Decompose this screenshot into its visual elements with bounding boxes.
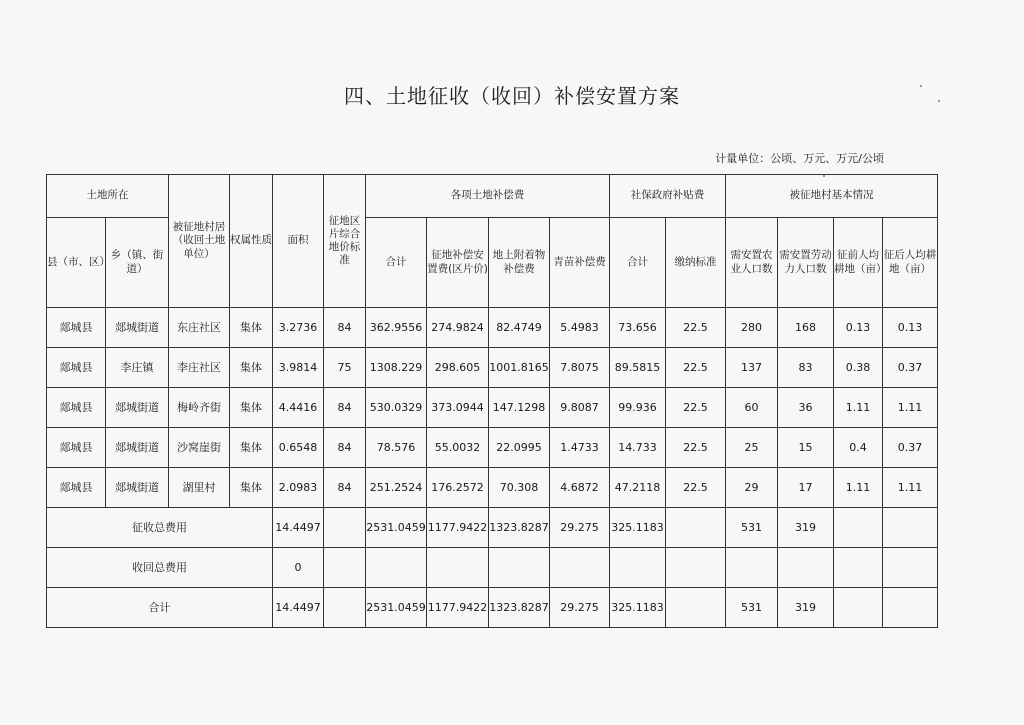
totals-row — [47, 588, 938, 628]
scan-speck — [920, 85, 922, 87]
cell-std: 22.5 — [666, 428, 726, 468]
total-attachment: 1323.8287 — [489, 508, 550, 548]
cell-crop: 5.4983 — [550, 308, 610, 348]
cell-labor: 83 — [778, 348, 834, 388]
cell-township: 郯城街道 — [106, 428, 169, 468]
cell-before: 0.38 — [834, 348, 883, 388]
cell-std: 22.5 — [666, 468, 726, 508]
total-crop — [550, 548, 610, 588]
totals-row — [47, 548, 938, 588]
total-labor — [778, 548, 834, 588]
cell-price: 84 — [324, 468, 366, 508]
cell-crop: 7.8075 — [550, 348, 610, 388]
total-after — [883, 588, 938, 628]
total-attachment: 1323.8287 — [489, 588, 550, 628]
total-agri: 531 — [726, 588, 778, 628]
cell-county: 郯城县 — [47, 308, 106, 348]
cell-labor: 17 — [778, 468, 834, 508]
cell-after: 0.13 — [883, 308, 938, 348]
cell-crop: 9.8087 — [550, 388, 610, 428]
cell-subtotal: 530.0329 — [366, 388, 427, 428]
cell-residence: 李庄社区 — [169, 348, 230, 388]
cell-ownership: 集体 — [230, 468, 273, 508]
header-township: 乡（镇、街道） — [106, 218, 169, 308]
cell-ownership: 集体 — [230, 428, 273, 468]
cell-land-comp: 274.9824 — [427, 308, 489, 348]
cell-land-comp: 373.0944 — [427, 388, 489, 428]
cell-area: 3.2736 — [273, 308, 324, 348]
header-payment-std: 缴纳标准 — [666, 218, 726, 308]
totals-label: 收回总费用 — [47, 548, 273, 588]
table-row — [47, 428, 938, 468]
cell-after: 0.37 — [883, 428, 938, 468]
cell-price: 84 — [324, 308, 366, 348]
cell-county: 郯城县 — [47, 348, 106, 388]
cell-agri: 29 — [726, 468, 778, 508]
cell-social: 73.656 — [610, 308, 666, 348]
cell-before: 1.11 — [834, 388, 883, 428]
cell-labor: 36 — [778, 388, 834, 428]
cell-before: 0.4 — [834, 428, 883, 468]
cell-agri: 137 — [726, 348, 778, 388]
cell-county: 郯城县 — [47, 388, 106, 428]
cell-before: 0.13 — [834, 308, 883, 348]
table-row — [47, 348, 938, 388]
cell-price: 84 — [324, 388, 366, 428]
total-price — [324, 548, 366, 588]
total-social: 325.1183 — [610, 588, 666, 628]
cell-residence: 梅岭齐街 — [169, 388, 230, 428]
cell-agri: 280 — [726, 308, 778, 348]
cell-after: 1.11 — [883, 468, 938, 508]
cell-agri: 25 — [726, 428, 778, 468]
scan-speck — [823, 175, 825, 177]
total-area: 14.4497 — [273, 588, 324, 628]
total-std — [666, 588, 726, 628]
header-area: 面积 — [273, 175, 324, 308]
totals-row — [47, 508, 938, 548]
cell-area: 2.0983 — [273, 468, 324, 508]
cell-residence: 东庄社区 — [169, 308, 230, 348]
cell-before: 1.11 — [834, 468, 883, 508]
header-price: 征地区片综合地价标准 — [324, 175, 366, 308]
total-subtotal — [366, 548, 427, 588]
cell-township: 李庄镇 — [106, 348, 169, 388]
cell-std: 22.5 — [666, 388, 726, 428]
header-village-group: 被征地村基本情况 — [726, 175, 938, 218]
cell-subtotal: 251.2524 — [366, 468, 427, 508]
header-attachment: 地上附着物补偿费 — [489, 218, 550, 308]
cell-subtotal: 362.9556 — [366, 308, 427, 348]
header-social-group: 社保政府补贴费 — [610, 175, 726, 218]
cell-std: 22.5 — [666, 308, 726, 348]
header-ownership: 权属性质 — [230, 175, 273, 308]
total-social — [610, 548, 666, 588]
cell-attachment: 1001.8165 — [489, 348, 550, 388]
header-before-land: 征前人均耕地（亩） — [834, 218, 883, 308]
total-before — [834, 588, 883, 628]
cell-ownership: 集体 — [230, 348, 273, 388]
cell-labor: 15 — [778, 428, 834, 468]
header-residence: 被征地村居（收回土地单位） — [169, 175, 230, 308]
cell-after: 1.11 — [883, 388, 938, 428]
table-row — [47, 388, 938, 428]
cell-residence: 沙窝崖街 — [169, 428, 230, 468]
total-agri — [726, 548, 778, 588]
scan-speck — [938, 100, 940, 102]
header-after-land: 征后人均耕地（亩） — [883, 218, 938, 308]
cell-land-comp: 176.2572 — [427, 468, 489, 508]
cell-subtotal: 78.576 — [366, 428, 427, 468]
document-title: 四、土地征收（收回）补偿安置方案 — [344, 84, 680, 108]
table-row — [47, 468, 938, 508]
cell-labor: 168 — [778, 308, 834, 348]
cell-area: 3.9814 — [273, 348, 324, 388]
total-std — [666, 508, 726, 548]
cell-area: 4.4416 — [273, 388, 324, 428]
total-price — [324, 588, 366, 628]
cell-after: 0.37 — [883, 348, 938, 388]
total-after — [883, 508, 938, 548]
header-crop: 青苗补偿费 — [550, 218, 610, 308]
total-crop: 29.275 — [550, 588, 610, 628]
cell-township: 郯城街道 — [106, 468, 169, 508]
table-row — [47, 308, 938, 348]
cell-crop: 1.4733 — [550, 428, 610, 468]
header-agri-pop: 需安置农业人口数 — [726, 218, 778, 308]
cell-std: 22.5 — [666, 348, 726, 388]
cell-township: 郯城街道 — [106, 308, 169, 348]
cell-social: 47.2118 — [610, 468, 666, 508]
total-agri: 531 — [726, 508, 778, 548]
total-land-comp: 1177.9422 — [427, 588, 489, 628]
cell-attachment: 147.1298 — [489, 388, 550, 428]
compensation-table — [46, 174, 938, 628]
cell-subtotal: 1308.229 — [366, 348, 427, 388]
total-subtotal: 2531.0459 — [366, 508, 427, 548]
header-labor-pop: 需安置劳动力人口数 — [778, 218, 834, 308]
header-county: 县（市、区） — [47, 218, 106, 308]
total-area: 0 — [273, 548, 324, 588]
total-labor: 319 — [778, 588, 834, 628]
cell-social: 14.733 — [610, 428, 666, 468]
cell-attachment: 70.308 — [489, 468, 550, 508]
total-area: 14.4497 — [273, 508, 324, 548]
header-location: 土地所在 — [47, 175, 169, 218]
totals-label: 合计 — [47, 588, 273, 628]
total-labor: 319 — [778, 508, 834, 548]
cell-crop: 4.6872 — [550, 468, 610, 508]
cell-attachment: 22.0995 — [489, 428, 550, 468]
header-social-subtotal: 合计 — [610, 218, 666, 308]
cell-social: 99.936 — [610, 388, 666, 428]
cell-county: 郯城县 — [47, 428, 106, 468]
total-crop: 29.275 — [550, 508, 610, 548]
total-land-comp: 1177.9422 — [427, 508, 489, 548]
total-before — [834, 548, 883, 588]
total-subtotal: 2531.0459 — [366, 588, 427, 628]
cell-residence: 湖里村 — [169, 468, 230, 508]
total-price — [324, 508, 366, 548]
total-attachment — [489, 548, 550, 588]
totals-label: 征收总费用 — [47, 508, 273, 548]
total-social: 325.1183 — [610, 508, 666, 548]
total-before — [834, 508, 883, 548]
cell-price: 75 — [324, 348, 366, 388]
unit-note: 计量单位：公顷、万元、万元/公顷 — [715, 152, 884, 165]
cell-ownership: 集体 — [230, 388, 273, 428]
cell-township: 郯城街道 — [106, 388, 169, 428]
total-after — [883, 548, 938, 588]
total-std — [666, 548, 726, 588]
cell-attachment: 82.4749 — [489, 308, 550, 348]
header-land-comp: 征地补偿安置费(区片价) — [427, 218, 489, 308]
header-subtotal: 合计 — [366, 218, 427, 308]
cell-social: 89.5815 — [610, 348, 666, 388]
total-land-comp — [427, 548, 489, 588]
cell-agri: 60 — [726, 388, 778, 428]
cell-ownership: 集体 — [230, 308, 273, 348]
header-land-comp-group: 各项土地补偿费 — [366, 175, 610, 218]
cell-county: 郯城县 — [47, 468, 106, 508]
cell-area: 0.6548 — [273, 428, 324, 468]
cell-land-comp: 298.605 — [427, 348, 489, 388]
cell-price: 84 — [324, 428, 366, 468]
cell-land-comp: 55.0032 — [427, 428, 489, 468]
